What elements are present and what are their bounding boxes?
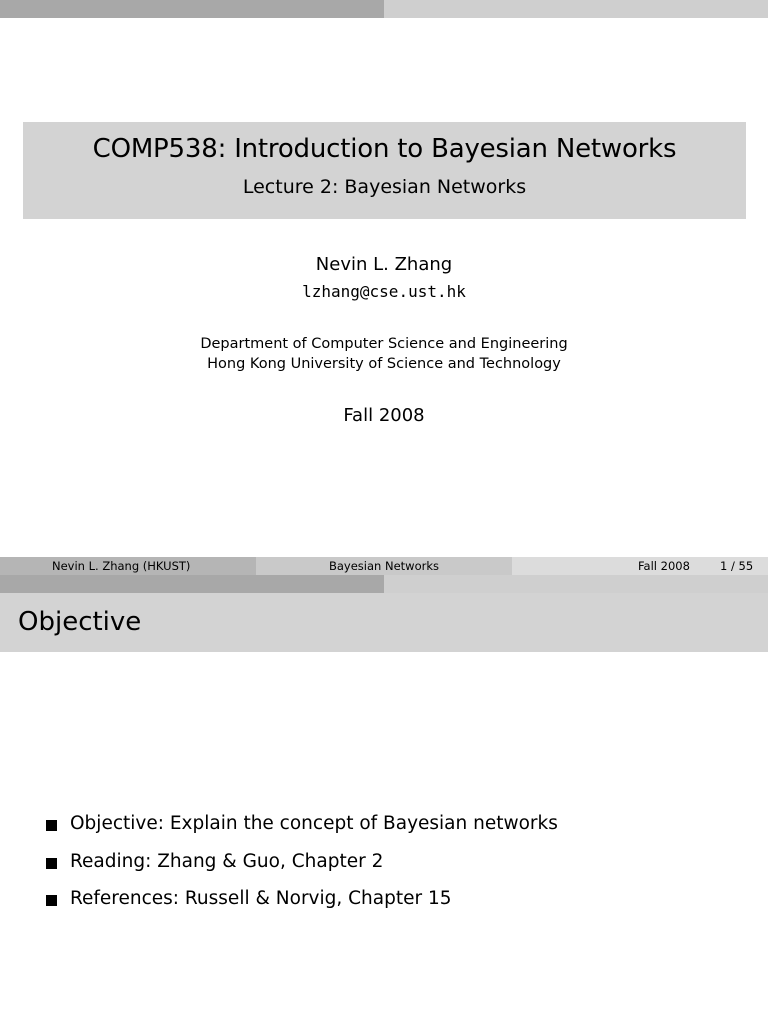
- author-email: lzhang@cse.ust.hk: [302, 282, 466, 301]
- list-item: [46, 811, 746, 849]
- presentation-subtitle: Lecture 2: Bayesian Networks: [242, 176, 527, 198]
- slide1-header-bar: [0, 0, 768, 18]
- frame-title-bar: [0, 593, 768, 652]
- header-bar-right: [384, 575, 768, 593]
- author-name: Nevin L. Zhang: [315, 254, 453, 275]
- bullet-text: Reading: Zhang & Guo, Chapter 2: [70, 850, 384, 872]
- list-item: [46, 886, 746, 924]
- bullet-square-icon: [46, 820, 57, 831]
- footer-short-title: Bayesian Networks: [328, 559, 439, 573]
- bullet-text: References: Russell & Norvig, Chapter 15: [70, 888, 452, 909]
- header-bar-left: [0, 575, 384, 593]
- footer-author: Nevin L. Zhang (HKUST): [52, 559, 191, 573]
- slide1-footer: [0, 557, 768, 575]
- slide2-header-bar: [0, 575, 768, 593]
- bullet-square-icon: [46, 858, 57, 869]
- header-bar-right: [384, 0, 768, 18]
- frame-title: Objective: [18, 607, 142, 637]
- presentation-title: COMP538: Introduction to Bayesian Networks: [92, 134, 677, 164]
- bullet-square-icon: [46, 895, 57, 906]
- title-block: [23, 122, 746, 219]
- footer-page-number: 1 / 55: [720, 559, 754, 573]
- list-item: [46, 849, 746, 887]
- presentation-date: Fall 2008: [343, 405, 425, 426]
- footer-date: Fall 2008: [638, 559, 690, 573]
- bullet-text: Objective: Explain the concept of Bayesian networks: [70, 813, 558, 834]
- institution-department: Department of Computer Science and Engineering: [200, 336, 568, 352]
- header-bar-left: [0, 0, 384, 18]
- bullet-list: [46, 811, 746, 924]
- institution-university: Hong Kong University of Science and Technology: [207, 356, 561, 372]
